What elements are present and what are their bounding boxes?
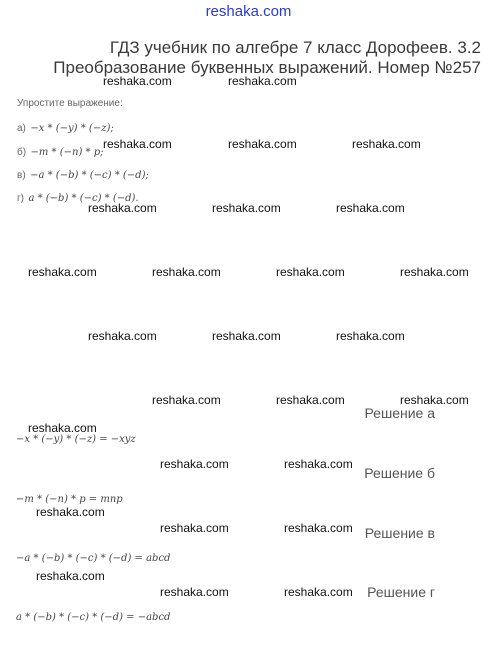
solution-c-heading: Решение в: [364, 525, 435, 541]
watermark: reshaka.com: [103, 74, 172, 88]
watermark: reshaka.com: [152, 265, 221, 279]
watermark: reshaka.com: [28, 265, 97, 279]
task-item-b: [17, 142, 103, 160]
watermark: reshaka.com: [276, 265, 345, 279]
watermark: reshaka.com: [36, 505, 105, 519]
watermark: reshaka.com: [212, 329, 281, 343]
solution-d-heading: Решение г: [367, 584, 435, 600]
solution-c-expression: −a * (−b) * (−c) * (−d) = abcd: [16, 553, 171, 564]
watermark: reshaka.com: [336, 329, 405, 343]
watermark: reshaka.com: [400, 393, 469, 407]
watermark: reshaka.com: [284, 585, 353, 599]
watermark: reshaka.com: [36, 569, 105, 583]
watermark: reshaka.com: [160, 457, 229, 471]
solution-b-expression: −m * (−n) * p = mnp: [16, 494, 123, 505]
site-header-link[interactable]: reshaka.com: [205, 3, 292, 20]
watermark: reshaka.com: [103, 137, 172, 151]
watermark: reshaka.com: [336, 201, 405, 215]
task-item-letter: г): [17, 193, 24, 204]
watermark: reshaka.com: [228, 137, 297, 151]
solution-d-expression: a * (−b) * (−c) * (−d) = −abcd: [16, 612, 171, 623]
page-title-line-2: Преобразование буквенных выражений. Номер №257: [53, 58, 481, 77]
watermark: reshaka.com: [160, 585, 229, 599]
task-label: Упростите выражение:: [17, 98, 123, 109]
watermark: reshaka.com: [152, 393, 221, 407]
watermark: reshaka.com: [284, 521, 353, 535]
solution-b-heading: Решение б: [364, 465, 435, 481]
page-title-line-1: ГДЗ учебник по алгебре 7 класс Дорофеев. 3.2: [109, 38, 481, 57]
task-item-a: [17, 118, 114, 136]
watermark: reshaka.com: [160, 521, 229, 535]
task-item-letter: б): [17, 147, 27, 158]
watermark: reshaka.com: [28, 421, 97, 435]
task-item-expression: −m * (−n) * p;: [30, 147, 104, 158]
task-item-expression: −x * (−y) * (−z);: [30, 123, 114, 134]
task-item-letter: в): [17, 170, 26, 181]
solution-a-heading: Решение а: [364, 405, 435, 421]
watermark: reshaka.com: [276, 393, 345, 407]
task-item-c: [17, 165, 149, 183]
watermark: reshaka.com: [352, 137, 421, 151]
watermark: reshaka.com: [212, 201, 281, 215]
task-item-expression: −a * (−b) * (−c) * (−d);: [30, 170, 149, 181]
watermark: reshaka.com: [88, 329, 157, 343]
task-item-expression: a * (−b) * (−c) * (−d).: [28, 193, 139, 204]
watermark: reshaka.com: [88, 201, 157, 215]
watermark: reshaka.com: [228, 74, 297, 88]
watermark: reshaka.com: [284, 457, 353, 471]
solution-a-expression: −x * (−y) * (−z) = −xyz: [16, 434, 136, 445]
watermark: reshaka.com: [400, 265, 469, 279]
task-item-letter: а): [17, 123, 26, 134]
